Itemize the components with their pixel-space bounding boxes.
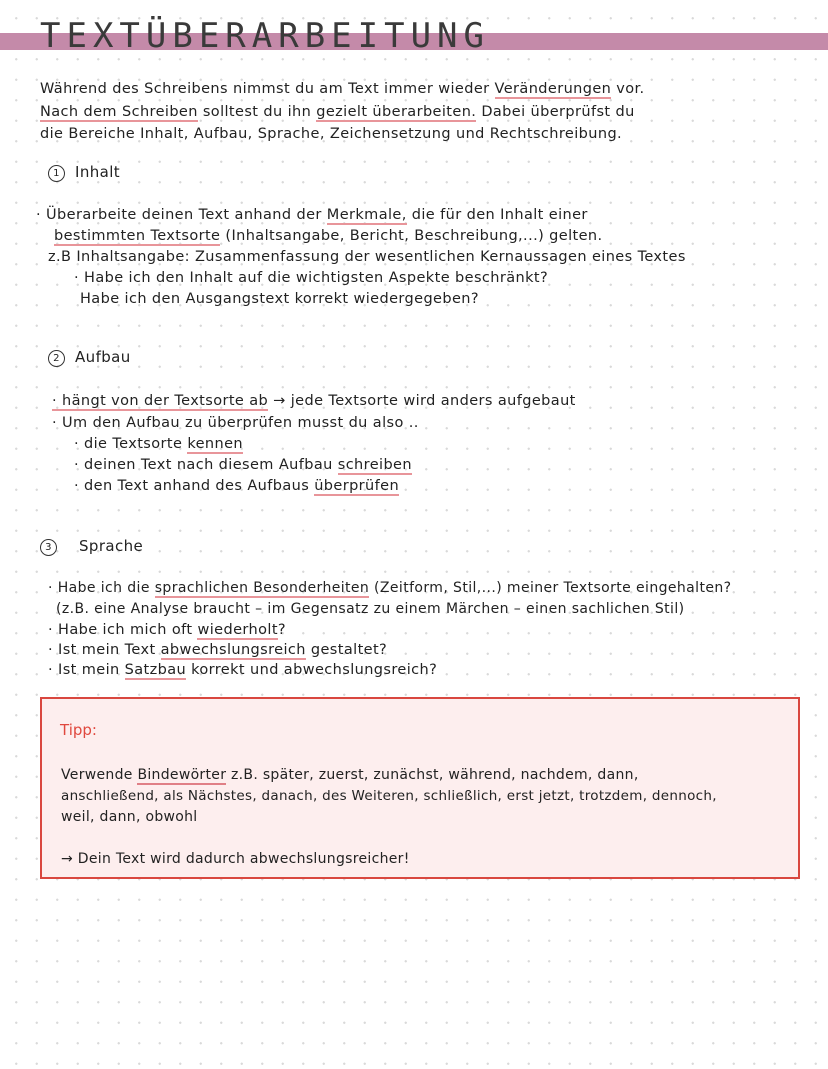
intro-text: Dabei überprüfst du	[476, 104, 635, 120]
highlight: abwechslungsreich	[160, 642, 306, 658]
text: · Habe ich die	[48, 580, 155, 596]
text: → jede Textsorte wird anders aufgebaut	[268, 393, 576, 409]
aufbau-line-5	[74, 477, 399, 495]
aufbau-line-2: · Um den Aufbau zu überprüfen musst du also ..	[52, 415, 419, 431]
highlight: Bindewörter	[137, 767, 227, 783]
tip-line-2: anschließend, als Nächstes, danach, des Weiteren, schließlich, erst jetzt, trotzdem, dennoch,	[61, 788, 717, 804]
number-circle-icon: 1	[48, 165, 65, 182]
sprache-line-3	[48, 621, 286, 639]
highlight: schreiben	[337, 457, 412, 473]
intro-line-3: die Bereiche Inhalt, Aufbau, Sprache, Zeichensetzung und Rechtschreibung.	[40, 126, 623, 142]
aufbau-line-4	[74, 456, 412, 474]
text: · Ist mein	[48, 662, 125, 678]
text: ?	[277, 622, 287, 638]
text: · Überarbeite deinen Text anhand der	[36, 207, 327, 223]
text: die für den Inhalt einer	[406, 207, 588, 223]
sprache-line-2: (z.B. eine Analyse braucht – im Gegensatz zu einem Märchen – einen sachlichen Stil)	[56, 601, 685, 617]
intro-line-1	[40, 80, 645, 98]
highlight: Veränderungen	[494, 81, 612, 97]
highlight: sprachlichen Besonderheiten	[154, 580, 370, 596]
sprache-line-1	[48, 579, 731, 597]
tip-line-4: → Dein Text wird dadurch abwechslungsreicher!	[61, 851, 410, 867]
tip-line-3: weil, dann, obwohl	[61, 809, 198, 825]
aufbau-line-1	[52, 392, 576, 410]
aufbau-line-3	[74, 435, 243, 453]
inhalt-line-2	[54, 227, 603, 245]
text: · die Textsorte	[74, 436, 188, 452]
highlight: gezielt überarbeiten.	[316, 104, 477, 120]
tip-label: Tipp:	[60, 721, 97, 739]
section-heading-sprache	[40, 537, 143, 556]
text: · deinen Text nach diesem Aufbau	[74, 457, 338, 473]
inhalt-line-1	[36, 206, 588, 224]
highlight: kennen	[187, 436, 244, 452]
tip-line-1	[61, 766, 639, 784]
highlight: Satzbau	[124, 662, 187, 678]
sprache-line-4	[48, 641, 387, 659]
text: z.B. später, zuerst, zunächst, während, nachdem, dann,	[226, 767, 639, 783]
highlight: überprüfen	[314, 478, 400, 494]
highlight: bestimmten Textsorte	[54, 228, 221, 244]
text: (Zeitform, Stil,...) meiner Textsorte eingehalten?	[369, 580, 732, 596]
heading-label: Sprache	[79, 537, 144, 555]
intro-text: Während des Schreibens nimmst du am Text immer wieder	[40, 81, 495, 97]
inhalt-line-3: z.B Inhaltsangabe: Zusammenfassung der wesentlichen Kernaussagen eines Textes	[48, 249, 686, 265]
text: · den Text anhand des Aufbaus	[74, 478, 315, 494]
intro-text: solltest du ihn	[197, 104, 317, 120]
section-heading-inhalt	[48, 163, 120, 182]
heading-label: Aufbau	[75, 348, 131, 366]
sprache-line-5	[48, 661, 437, 679]
page-title: TEXTÜBERARBEITUNG	[40, 16, 490, 56]
tip-box	[40, 697, 800, 879]
inhalt-line-4: · Habe ich den Inhalt auf die wichtigsten Aspekte beschränkt?	[74, 270, 549, 286]
highlight: · hängt von der Textsorte ab	[52, 393, 269, 409]
highlight: wiederholt	[197, 622, 278, 638]
text: (Inhaltsangabe, Bericht, Beschreibung,...) gelten.	[220, 228, 603, 244]
text: · Habe ich mich oft	[48, 622, 198, 638]
heading-label: Inhalt	[75, 163, 121, 181]
section-heading-aufbau	[48, 348, 131, 367]
text: gestaltet?	[305, 642, 388, 658]
intro-line-2	[40, 103, 635, 121]
text: Verwende	[61, 767, 138, 783]
highlight: Nach dem Schreiben	[40, 104, 198, 120]
inhalt-line-5: Habe ich den Ausgangstext korrekt wiedergegeben?	[80, 291, 479, 307]
text: korrekt und abwechslungsreich?	[186, 662, 438, 678]
highlight: Merkmale,	[326, 207, 407, 223]
number-circle-icon: 3	[40, 539, 57, 556]
text: · Ist mein Text	[48, 642, 161, 658]
number-circle-icon: 2	[48, 350, 65, 367]
intro-text: vor.	[611, 81, 645, 97]
